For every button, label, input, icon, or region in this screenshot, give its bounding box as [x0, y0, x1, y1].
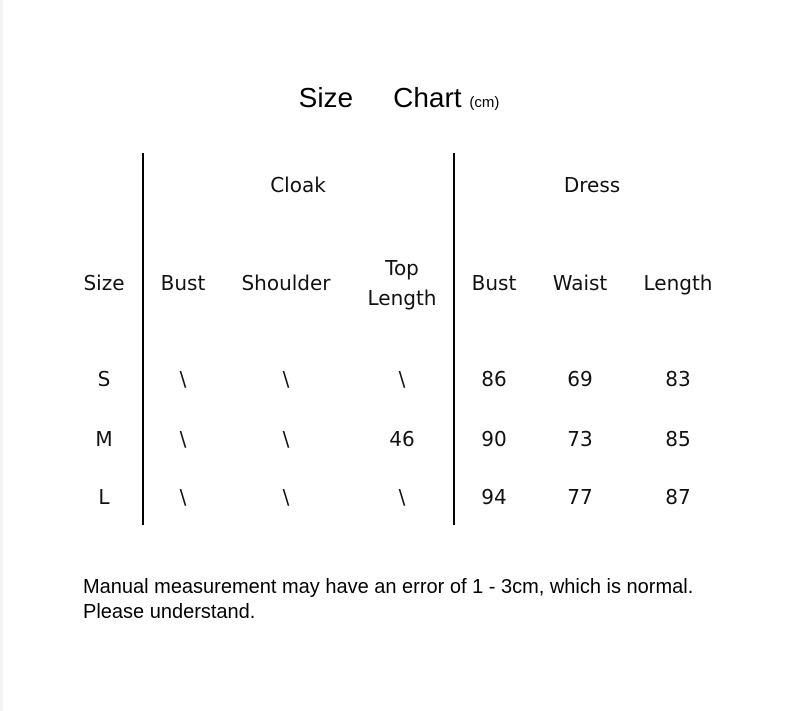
- table-cell-dress-length: 85: [665, 427, 691, 451]
- title-word-chart: Chart: [393, 82, 462, 113]
- table-cell-dress-waist: 77: [567, 485, 593, 509]
- column-divider-cloak-dress: [453, 153, 455, 525]
- group-label-dress: Dress: [563, 173, 621, 197]
- table-cell-dress-bust: 94: [481, 485, 507, 509]
- table-cell-size: L: [98, 485, 110, 509]
- note-line-1: Manual measurement may have an error of 1 - 3cm, which is normal.: [83, 576, 694, 598]
- table-cell-cloak-top-length: \: [398, 367, 406, 391]
- header-cloak-top-length: [352, 253, 452, 313]
- header-size: Size: [83, 271, 125, 295]
- table-cell-cloak-shoulder: \: [282, 367, 290, 391]
- table-cell-dress-bust: 86: [481, 367, 507, 391]
- table-cell-cloak-bust: \: [179, 367, 187, 391]
- header-dress-length: Length: [643, 271, 713, 295]
- title-word-size: Size: [298, 82, 354, 113]
- measurement-note: [83, 575, 783, 625]
- table-cell-dress-bust: 90: [481, 427, 507, 451]
- table-cell-dress-length: 87: [665, 485, 691, 509]
- header-top-length-line2: Length: [367, 286, 437, 310]
- header-cloak-shoulder: Shoulder: [241, 271, 331, 295]
- column-divider-size: [142, 153, 144, 525]
- header-top-length-line1: Top: [385, 256, 419, 280]
- note-line-2: Please understand.: [83, 601, 256, 623]
- header-dress-waist: Waist: [552, 271, 608, 295]
- table-cell-size: M: [95, 427, 113, 451]
- table-cell-dress-length: 83: [665, 367, 691, 391]
- table-cell-cloak-bust: \: [179, 485, 187, 509]
- title-unit: (cm): [469, 94, 500, 111]
- table-cell-cloak-shoulder: \: [282, 427, 290, 451]
- table-cell-cloak-bust: \: [179, 427, 187, 451]
- table-cell-dress-waist: 69: [567, 367, 593, 391]
- table-cell-cloak-shoulder: \: [282, 485, 290, 509]
- header-dress-bust: Bust: [471, 271, 517, 295]
- table-cell-size: S: [97, 367, 111, 391]
- table-cell-cloak-top-length: 46: [389, 427, 415, 451]
- page-title: [0, 78, 798, 123]
- table-cell-cloak-top-length: \: [398, 485, 406, 509]
- header-cloak-bust: Bust: [160, 271, 206, 295]
- group-label-cloak: Cloak: [270, 173, 326, 197]
- table-cell-dress-waist: 73: [567, 427, 593, 451]
